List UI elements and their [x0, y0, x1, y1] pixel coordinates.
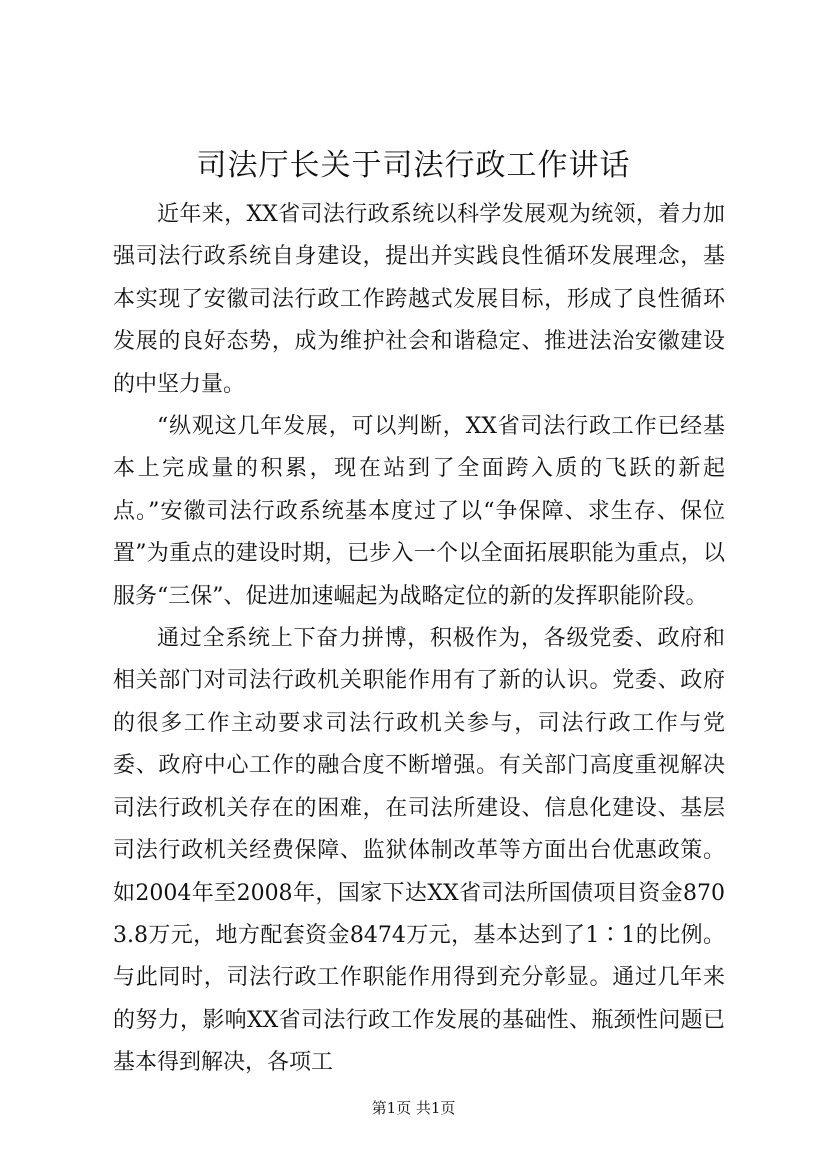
document-body: [113, 194, 725, 1085]
document-title: 司法厅长关于司法行政工作讲话: [196, 148, 631, 183]
paragraph-1: 近年来，XX省司法行政系统以科学发展观为统领，着力加强司法行政系统自身建设，提出并实践良性循环发展理念，基本实现了安徽司法行政工作跨越式发展目标，形成了良性循环发展的良好态势，成为维护社会和谐稳定、推进法治安徽建设的中坚力量。: [113, 202, 725, 397]
paragraph-2: “纵观这几年发展，可以判断，XX省司法行政工作已经基本上完成量的积累，现在站到了全面跨入质的飞跃的新起点。”安徽司法行政系统基本度过了以“争保障、求生存、保位置”为重点的建设时期，已步入一个以全面拓展职能为重点，以服务“三保”、促进加速崛起为战略定位的新的发挥职能阶段。: [113, 414, 725, 609]
paragraph-3: 通过全系统上下奋力拼博，积极作为，各级党委、政府和相关部门对司法行政机关职能作用有了新的认识。党委、政府的很多工作主动要求司法行政机关参与，司法行政工作与党委、政府中心工作的融合度不断增强。有关部门高度重视解决司法行政机关存在的困难，在司法所建设、信息化建设、基层司法行政机关经费保障、监狱体制改革等方面出台优惠政策。如2004年至2008年，国家下达XX省司法所国债项目资金8703.8万元，地方配套资金8474万元，基本达到了1∶1的比例。与此同时，司法行政工作职能作用得到充分彰显。通过几年来的努力，影响XX省司法行政工作发展的基础性、瓶颈性问题已基本得到解决，各项工: [113, 626, 725, 1076]
page-footer: 第1页 共1页: [371, 1099, 456, 1117]
